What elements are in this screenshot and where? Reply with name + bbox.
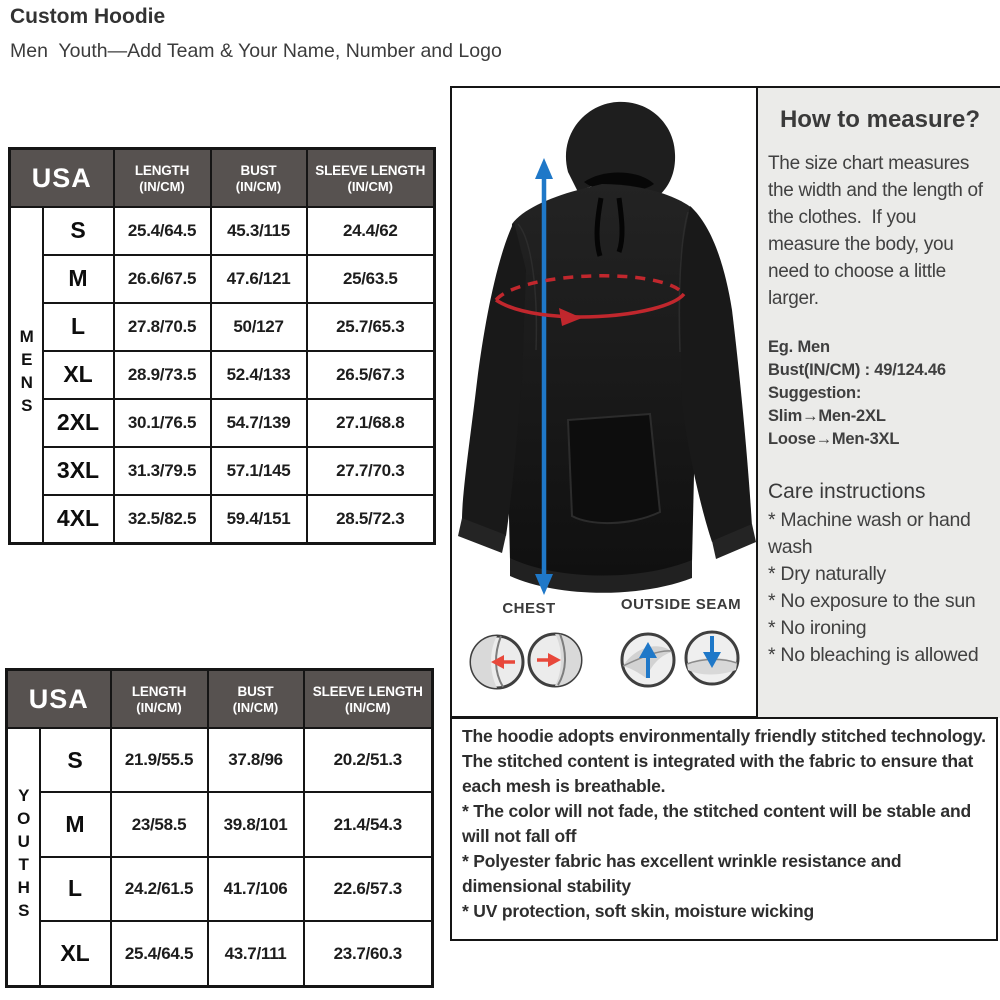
note-paragraph: The hoodie adopts environmentally friendly stitched technology. The stitched content is integrated with the fabric to ensure that each mesh is breathable.	[462, 726, 986, 796]
care-item: * Machine wash or hand wash	[768, 509, 971, 558]
column-title: BUST	[237, 684, 274, 699]
mens-group-cell	[10, 207, 43, 544]
chest-label: CHEST	[502, 600, 556, 617]
how-to-measure-heading: How to measure?	[779, 106, 981, 133]
column-title: SLEEVE LENGTH	[312, 684, 423, 699]
note-paragraph: * Polyester fabric has excellent wrinkle resistance and dimensional stability	[462, 851, 902, 896]
note-paragraph: * UV protection, soft skin, moisture wicking	[462, 901, 814, 921]
example-line: Loose→Men-3XL	[768, 430, 900, 448]
bust-cell: 37.8/96	[208, 728, 304, 792]
region-column-header: USA	[7, 670, 111, 729]
bust-column-header	[208, 670, 304, 729]
bust-cell: 47.6/121	[211, 255, 307, 303]
sleeve-column-header	[304, 670, 433, 729]
sleeve-cell: 25/63.5	[307, 255, 435, 303]
care-heading: Care instructions	[768, 480, 926, 503]
table-row	[7, 728, 433, 792]
measure-example-block	[768, 336, 992, 451]
sleeve-cell: 26.5/67.3	[307, 351, 435, 399]
column-title: BUST	[240, 163, 277, 178]
length-cell: 25.4/64.5	[111, 921, 208, 986]
table-header-row	[10, 149, 435, 208]
hoodie-hood	[566, 102, 675, 198]
example-line: Bust(IN/CM) : 49/124.46	[768, 361, 946, 379]
sleeve-cell: 20.2/51.3	[304, 728, 433, 792]
bust-cell: 57.1/145	[211, 447, 307, 495]
column-unit: (IN/CM)	[345, 700, 391, 715]
hoodie-diagram-panel	[450, 86, 758, 718]
size-cell: L	[40, 857, 111, 921]
size-cell: 4XL	[43, 495, 114, 544]
column-title: SLEEVE LENGTH	[315, 163, 426, 178]
bust-cell: 59.4/151	[211, 495, 307, 544]
table-header-row	[7, 670, 433, 729]
length-cell: 21.9/55.5	[111, 728, 208, 792]
bust-cell: 54.7/139	[211, 399, 307, 447]
size-cell: XL	[40, 921, 111, 986]
table-row	[10, 207, 435, 255]
youths-group-label: YOUTHS	[14, 785, 34, 924]
sleeve-cell: 25.7/65.3	[307, 303, 435, 351]
size-cell: XL	[43, 351, 114, 399]
length-cell: 30.1/76.5	[114, 399, 211, 447]
table-row	[7, 792, 433, 856]
length-cell: 23/58.5	[111, 792, 208, 856]
sleeve-cell: 24.4/62	[307, 207, 435, 255]
note-paragraph: * The color will not fade, the stitched content will be stable and will not fall off	[462, 801, 971, 846]
column-unit: (IN/CM)	[136, 700, 182, 715]
fabric-arrow-left-icon	[471, 636, 523, 688]
product-notes-box	[450, 717, 998, 941]
sleeve-column-header	[307, 149, 435, 208]
measure-detail-icons	[456, 626, 754, 698]
sleeve-cell: 27.7/70.3	[307, 447, 435, 495]
hoodie-body	[458, 184, 756, 593]
example-line: Suggestion:	[768, 384, 862, 402]
table-row	[10, 399, 435, 447]
size-cell: S	[40, 728, 111, 792]
length-cell: 25.4/64.5	[114, 207, 211, 255]
length-cell: 32.5/82.5	[114, 495, 211, 544]
region-column-header: USA	[10, 149, 114, 208]
table-row	[10, 303, 435, 351]
page-subtitle: Men Youth—Add Team & Your Name, Number and Logo	[10, 40, 502, 62]
column-unit: (IN/CM)	[139, 179, 185, 194]
care-item: * No bleaching is allowed	[768, 644, 979, 666]
sleeve-cell: 22.6/57.3	[304, 857, 433, 921]
care-item: * Dry naturally	[768, 563, 886, 585]
length-cell: 28.9/73.5	[114, 351, 211, 399]
bust-cell: 52.4/133	[211, 351, 307, 399]
fabric-arrow-up-icon	[622, 634, 674, 686]
example-line: Slim→Men-2XL	[768, 407, 886, 425]
fabric-arrow-down-icon	[686, 632, 738, 684]
table-row	[7, 921, 433, 986]
length-column-header	[114, 149, 211, 208]
youths-group-cell	[7, 728, 40, 987]
size-cell: M	[43, 255, 114, 303]
bust-cell: 50/127	[211, 303, 307, 351]
example-line: Eg. Men	[768, 338, 830, 356]
sleeve-cell: 27.1/68.8	[307, 399, 435, 447]
outside-seam-label: OUTSIDE SEAM	[620, 596, 742, 613]
sleeve-cell: 28.5/72.3	[307, 495, 435, 544]
page-title: Custom Hoodie	[10, 5, 166, 28]
bust-column-header	[211, 149, 307, 208]
bust-cell: 45.3/115	[211, 207, 307, 255]
table-row	[10, 447, 435, 495]
column-title: LENGTH	[131, 684, 187, 699]
fabric-arrow-right-icon	[529, 634, 581, 686]
bust-cell: 39.8/101	[208, 792, 304, 856]
bust-cell: 41.7/106	[208, 857, 304, 921]
size-cell: 3XL	[43, 447, 114, 495]
length-cell: 31.3/79.5	[114, 447, 211, 495]
size-cell: L	[43, 303, 114, 351]
column-title: LENGTH	[134, 163, 190, 178]
sleeve-cell: 23.7/60.3	[304, 921, 433, 986]
youths-size-table	[5, 668, 434, 988]
care-item: * No exposure to the sun	[768, 590, 976, 612]
measure-description: The size chart measures the width and the length of the clothes. If you measure the body, you need to choose a little larger.	[768, 153, 988, 309]
length-cell: 24.2/61.5	[111, 857, 208, 921]
length-cell: 27.8/70.5	[114, 303, 211, 351]
care-instructions-block	[768, 477, 992, 669]
mens-group-label: MENS	[17, 326, 37, 419]
table-row	[7, 857, 433, 921]
table-row	[10, 255, 435, 303]
bust-cell: 43.7/111	[208, 921, 304, 986]
how-to-measure-panel	[758, 86, 1000, 718]
table-row	[10, 495, 435, 544]
hoodie-product-image	[452, 88, 756, 716]
table-row	[10, 351, 435, 399]
column-unit: (IN/CM)	[235, 179, 282, 194]
column-unit: (IN/CM)	[347, 179, 394, 194]
column-unit: (IN/CM)	[232, 700, 279, 715]
size-cell: S	[43, 207, 114, 255]
length-column-header	[111, 670, 208, 729]
mens-size-table	[8, 147, 436, 545]
size-cell: 2XL	[43, 399, 114, 447]
size-cell: M	[40, 792, 111, 856]
sleeve-cell: 21.4/54.3	[304, 792, 433, 856]
length-cell: 26.6/67.5	[114, 255, 211, 303]
care-item: * No ironing	[768, 617, 867, 639]
